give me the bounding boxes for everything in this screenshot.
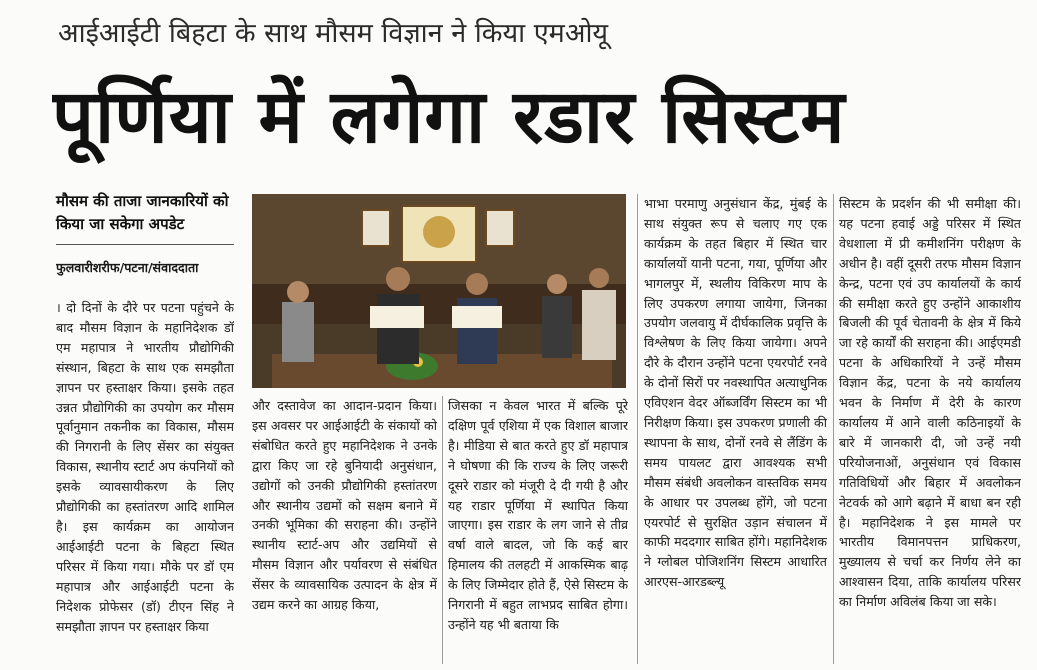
- subheadline: मौसम की ताजा जानकारियों को किया जा सकेगा अपडेट: [56, 190, 234, 245]
- article-column-3: जिसका न केवल भारत में बल्कि पूरे दक्षिण पूर्व एशिया में एक विशाल बाजार है। मीडिया से बात करते हुए डॉ महापात्र ने घोषणा की कि राज्य के लिए जरूरी दूसरे राडार को मंजूरी दे दी गयी है और यह राडार पूर्णिया में स्थापित किया जाएगा। इस राडार के लग जाने से तीव्र वर्षा वाले बादल, जो कि कई बार हिमालय की तलहटी में आकस्मिक बाढ़ के लिए जिम्मेदार होते हैं, ऐसे सिस्टम के निगरानी में बहुत लाभप्रद साबित होगा। उन्होंने यह भी बताया कि: [448, 398, 628, 632]
- column-rule: [442, 396, 443, 664]
- mou-signing-photo-illustration: [252, 194, 626, 388]
- column-rule: [637, 194, 638, 664]
- article-column-1: । दो दिनों के दौरे पर पटना पहुंचने के बाद मौसम विज्ञान के महानिदेशक डॉ एम महापात्र ने भारतीय प्रौद्योगिकी संस्थान, बिहटा के साथ एक समझौता ज्ञापन पर हस्ताक्षर किया। इसके तहत उन्नत प्रौद्योगिकी का उपयोग कर मौसम पूर्वानुमान तकनीक का विकास, मौसम की निगरानी के लिए सेंसर का संयुक्त विकास, स्थानीय स्टार्ट अप कंपनियों को इसके व्यावसायीकरण के लिए प्रौद्योगिकी का हस्तांतरण आदि शामिल है। इस कार्यक्रम का आयोजन आईआईटी पटना के बिहटा स्थित परिसर में किया गया। मौके पर डॉ एम महापात्र और आईआईटी पटना के निदेशक प्रोफेसर (डॉ) टीएन सिंह ने समझौता ज्ञापन पर हस्ताक्षर किया: [56, 300, 234, 634]
- column-rule: [833, 194, 834, 664]
- article-column-2: और दस्तावेज का आदान-प्रदान किया। इस अवसर पर आईआईटी के संकायों को संबोधित करते हुए महानिदेशक ने उनके द्वारा किए जा रहे बुनियादी अनुसंधान, उद्योगों को उनकी प्रौद्योगिकी हस्तांतरण और स्थानीय उद्यमों को सक्षम बनाने में उनकी भूमिका की सराहना की। उन्होंने स्थानीय स्टार्ट-अप और उद्यमियों से मौसम विज्ञान और पर्यावरण से संबंधित सेंसर के व्यावसायिक उत्पादन के क्षेत्र में उद्यम करने का आग्रह किया,: [252, 398, 437, 613]
- kicker-line: आईआईटी बिहटा के साथ मौसम विज्ञान ने किया एमओयू: [58, 18, 609, 49]
- article-column-4: भाभा परमाणु अनुसंधान केंद्र, मुंबई के साथ संयुक्त रूप से चलाए गए एक कार्यक्रम के तहत बिहार में स्थित चार कार्यालयों यानी पटना, गया, पूर्णिया और भागलपुर में, स्थलीय विकिरण माप के लिए उपकरण लगाया जायेगा, जिनका उपयोग जलवायु में दीर्घकालिक प्रवृत्ति के विश्लेषण के लिए किया जायेगा। अपने दौरे के दौरान उन्होंने पटना एयरपोर्ट रनवे के दोनों सिरों पर नवस्थापित अत्याधुनिक एविएशन वेदर ऑब्जर्विंग सिस्टम का भी निरीक्षण किया। इस उपकरण प्रणाली की स्थापना के साथ, दोनों रनवे से लैंडिंग के समय पायलट द्वारा आवश्यक सभी मौसम संबंधी अवलोकन वास्तविक समय के आधार पर उपलब्ध होंगे, जो पटना एयरपोर्ट से सुरक्षित उड़ान संचालन में काफी मददगार साबित होंगे। महानिदेशक ने ग्लोबल पोजिशनिंग सिस्टम आधारित आरएस-आरडब्ल्यू: [644, 196, 827, 590]
- article-column-5: सिस्टम के प्रदर्शन की भी समीक्षा की। यह पटना हवाई अड्डे परिसर में स्थित वेधशाला में प्री कमीशनिंग परीक्षण के अधीन है। वहीं दूसरी तरफ मौसम विज्ञान केन्द्र, पटना एवं उप कार्यालयों के कार्य की समीक्षा करते हुए उन्होंने आकाशीय बिजली की पूर्व चेतावनी के क्षेत्र में किये जा रहे कार्यों की सराहना की। आईएमडी पटना के अधिकारियों ने उन्हें मौसम विज्ञान केंद्र, पटना के नये कार्यालय भवन के निर्माण में देरी के कारण कार्यालय में आने वाली कठिनाइयों के बारे में जानकारी दी, जो उन्हें नयी परियोजनाओं, अनुसंधान एवं विकास गतिविधियों और बिहार में अवलोकन नेटवर्क को आगे बढ़ाने में बाधा बन रही है। महानिदेशक ने इस मामले पर भारतीय विमानपत्तन प्राधिकरण, मुख्यालय से चर्चा कर निर्णय लेने का आश्वासन दिया, ताकि कार्यालय परिसर का निर्माण अविलंब किया जा सके।: [839, 196, 1021, 610]
- event-photo: [252, 194, 626, 388]
- headline: पूर्णिया में लगेगा रडार सिस्टम: [52, 74, 846, 160]
- dateline: फुलवारीशरीफ/पटना/संवाददाता: [56, 260, 199, 275]
